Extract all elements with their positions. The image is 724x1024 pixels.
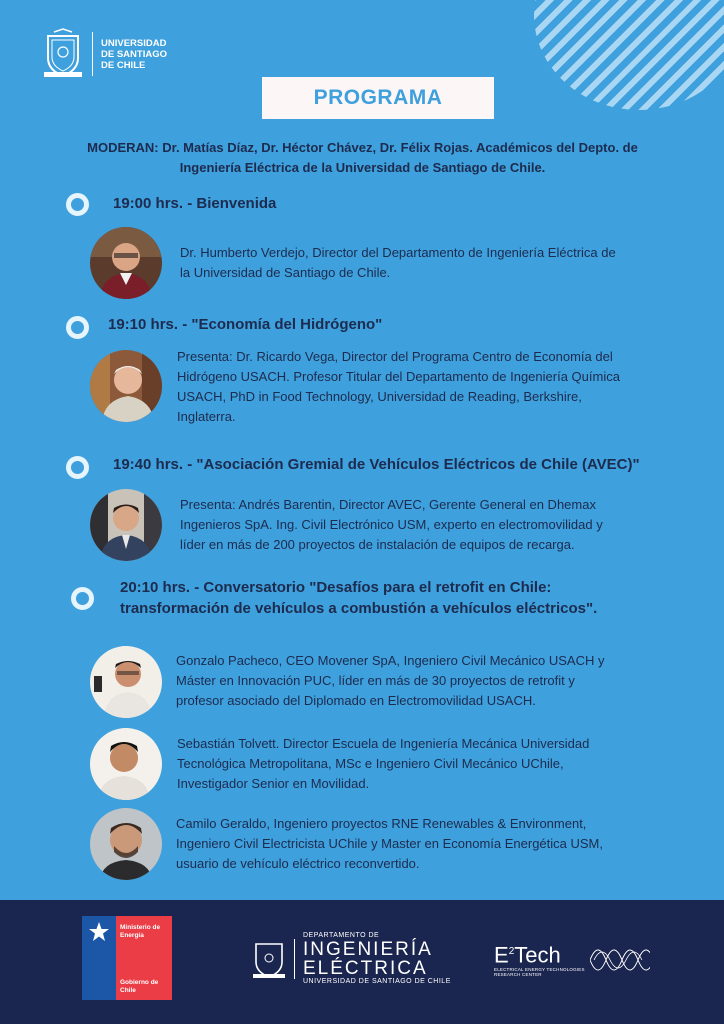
speaker-photo-verdejo xyxy=(90,227,162,299)
speaker-bio-3: Presenta: Andrés Barentin, Director AVEC, Gerente General en Dhemax Ingenieros SpA. Ing. Civil Electrónico USM, experto en electromovilidad y líder en más de 200 proyectos de instalación de equipos de recarga. xyxy=(180,497,603,552)
timeline-bullet-icon xyxy=(66,193,89,216)
sponsor-footer xyxy=(0,900,724,1024)
speaker-bio-1: Dr. Humberto Verdejo, Director del Departamento de Ingeniería Eléctrica de la Universidad de Santiago de Chile. xyxy=(180,245,616,280)
decorative-stripes xyxy=(534,0,724,110)
ministerio-energia-logo: Ministerio de Energía Gobierno de Chile xyxy=(82,916,172,1000)
e2tech-logo: $E^2Tech$ ELECTRICAL ENERGY TECHNOLOGIES RESEARCH CENTER xyxy=(494,940,590,977)
speaker-bio-2: Presenta: Dr. Ricardo Vega, Director del Programa Centro de Economía del Hidrógeno USACH. Profesor Titular del Departamento de Ingeniería Química USACH, PhD in Food Technology, Universidad de Reading, Berkshire, Inglaterra. xyxy=(177,349,620,424)
speaker-photo-tolvett xyxy=(90,728,162,800)
dept-crest-icon xyxy=(252,938,286,980)
timeline-bullet-icon xyxy=(71,587,94,610)
speaker-bio-4: Gonzalo Pacheco, CEO Movener SpA, Ingeniero Civil Mecánico USACH y Máster en Innovación PUC, líder en más de 30 proyectos de retrofit y profesor asociado del Diplomado en Electromovilidad USACH. xyxy=(176,653,605,708)
logo-divider xyxy=(92,32,93,76)
speaker-bio-6: Camilo Geraldo, Ingeniero proyectos RNE Renewables & Environment, Ingeniero Civil Electricista UChile y Master en Economía Energética USM, usuario de vehículo eléctrico reconvertido. xyxy=(176,816,604,871)
agenda-heading-3: 19:40 hrs. - "Asociación Gremial de Vehículos Eléctricos de Chile (AVEC)" xyxy=(113,456,640,473)
agenda-heading-2: 19:10 hrs. - "Economía del Hidrógeno" xyxy=(108,316,383,333)
speaker-photo-barentin xyxy=(90,489,162,561)
speaker-photo-geraldo xyxy=(90,808,162,880)
speaker-photo-vega xyxy=(90,350,162,422)
page-title: PROGRAMA xyxy=(313,86,443,109)
dept-ingenieria-electrica-logo: DEPARTAMENTO DE INGENIERÍA ELÉCTRICA UNIVERSIDAD DE SANTIAGO DE CHILE xyxy=(252,932,451,986)
sine-wave-icon xyxy=(590,940,650,980)
university-crest-icon xyxy=(42,28,84,80)
speaker-photo-pacheco xyxy=(90,646,162,718)
agenda-heading-1: 19:00 hrs. - Bienvenida xyxy=(113,195,277,212)
moderators-text: MODERAN: Dr. Matías Díaz, Dr. Héctor Chávez, Dr. Félix Rojas. Académicos del Depto. de Ingeniería Eléctrica de la Universidad de Santiago de Chile. xyxy=(87,140,638,175)
timeline-bullet-icon xyxy=(66,316,89,339)
speaker-bio-5: Sebastián Tolvett. Director Escuela de Ingeniería Mecánica Universidad Tecnológica Metropolitana, MSc e Ingeniero Civil Mecánico UChile, Investigador Senior en Movilidad. xyxy=(177,736,590,791)
university-logo xyxy=(42,28,181,80)
program-title-box xyxy=(262,77,494,119)
timeline-bullet-icon xyxy=(66,456,89,479)
agenda-heading-4: 20:10 hrs. - Conversatorio "Desafíos para el retrofit en Chile: transformación de vehículos a combustión a vehículos eléctricos". xyxy=(120,579,598,617)
university-name: UNIVERSIDAD DE SANTIAGO DE CHILE xyxy=(101,37,167,71)
chile-star-icon xyxy=(82,916,116,950)
